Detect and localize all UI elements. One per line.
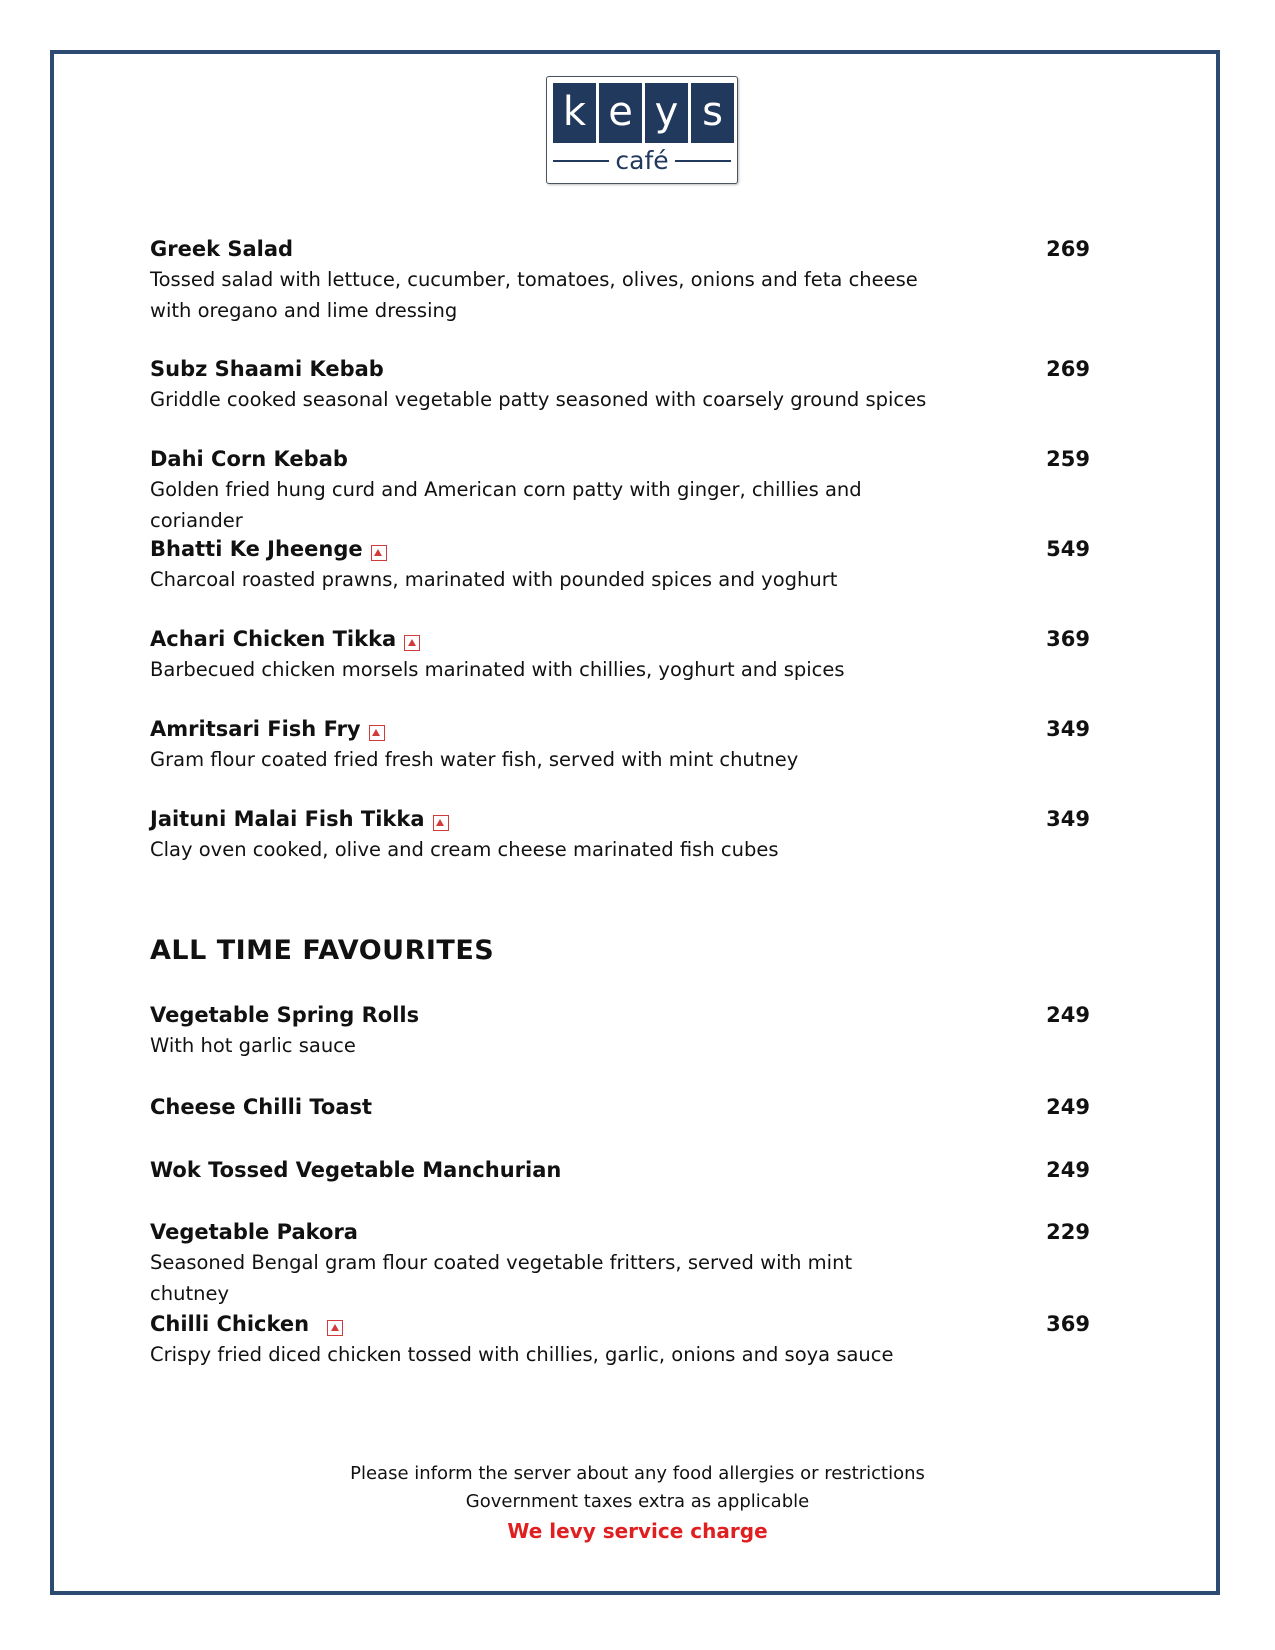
item-price: 259 (1046, 447, 1090, 471)
keys-cafe-logo (546, 76, 738, 184)
item-price: 269 (1046, 357, 1090, 381)
item-price: 249 (1046, 1003, 1090, 1027)
item-description: Clay oven cooked, olive and cream cheese marinated fish cubes (150, 838, 779, 861)
item-price: 249 (1046, 1158, 1090, 1182)
menu-item (150, 354, 1090, 415)
menu-item (150, 234, 1090, 326)
non-veg-icon (433, 815, 449, 831)
logo-rule-right (675, 160, 731, 162)
non-veg-icon (371, 545, 387, 561)
item-name: Vegetable Spring Rolls (150, 1003, 420, 1027)
item-name: Jaituni Malai Fish Tikka (150, 807, 425, 831)
item-price: 229 (1046, 1220, 1090, 1244)
logo-letter: y (645, 83, 688, 143)
non-veg-icon (369, 725, 385, 741)
item-price: 269 (1046, 237, 1090, 261)
logo-rule-left (553, 160, 609, 162)
logo-letter: k (553, 83, 596, 143)
logo-letters (553, 83, 734, 143)
item-name: Wok Tossed Vegetable Manchurian (150, 1158, 562, 1182)
non-veg-icon (404, 635, 420, 651)
item-description: Tossed salad with lettuce, cucumber, tomatoes, olives, onions and feta cheese with oregano and lime dressing (150, 268, 918, 322)
tax-notice: Government taxes extra as applicable (465, 1491, 810, 1512)
item-description: Griddle cooked seasonal vegetable patty seasoned with coarsely ground spices (150, 388, 927, 411)
item-name: Dahi Corn Kebab (150, 447, 348, 471)
menu-item (150, 1309, 1090, 1370)
section-title: ALL TIME FAVOURITES (150, 935, 495, 966)
item-name: Chilli Chicken (150, 1312, 310, 1336)
menu-item (150, 1217, 1090, 1309)
item-description: Seasoned Bengal gram flour coated vegetable fritters, served with mint chutney (150, 1251, 853, 1305)
item-price: 369 (1046, 627, 1090, 651)
logo-letter: e (599, 83, 642, 143)
menu-item (150, 444, 1090, 536)
item-description: Crispy fried diced chicken tossed with chillies, garlic, onions and soya sauce (150, 1343, 894, 1366)
footer (0, 1460, 1275, 1546)
item-name: Greek Salad (150, 237, 294, 261)
menu-item (150, 534, 1090, 595)
item-name: Amritsari Fish Fry (150, 717, 361, 741)
non-veg-icon (327, 1320, 343, 1336)
item-price: 369 (1046, 1312, 1090, 1336)
menu-item (150, 714, 1090, 775)
logo-subtitle: café (615, 146, 669, 175)
item-name: Bhatti Ke Jheenge (150, 537, 363, 561)
item-price: 549 (1046, 537, 1090, 561)
item-name: Achari Chicken Tikka (150, 627, 397, 651)
item-name: Cheese Chilli Toast (150, 1095, 373, 1119)
item-price: 349 (1046, 717, 1090, 741)
item-description: Golden fried hung curd and American corn patty with ginger, chillies and coriander (150, 478, 862, 532)
item-name: Vegetable Pakora (150, 1220, 358, 1244)
logo-subtitle-row (553, 147, 731, 175)
service-charge-notice: We levy service charge (507, 1519, 768, 1543)
menu-item (150, 804, 1090, 865)
item-description: Charcoal roasted prawns, marinated with pounded spices and yoghurt (150, 568, 838, 591)
item-description: With hot garlic sauce (150, 1034, 356, 1057)
item-description: Gram flour coated fried fresh water fish, served with mint chutney (150, 748, 799, 771)
allergy-notice: Please inform the server about any food allergies or restrictions (350, 1463, 925, 1484)
menu-item (150, 1092, 1090, 1122)
menu-item (150, 624, 1090, 685)
item-price: 249 (1046, 1095, 1090, 1119)
logo-letter: s (691, 83, 734, 143)
item-description: Barbecued chicken morsels marinated with chillies, yoghurt and spices (150, 658, 845, 681)
item-price: 349 (1046, 807, 1090, 831)
menu-item (150, 1000, 1090, 1061)
item-name: Subz Shaami Kebab (150, 357, 384, 381)
menu-item (150, 1155, 1090, 1185)
